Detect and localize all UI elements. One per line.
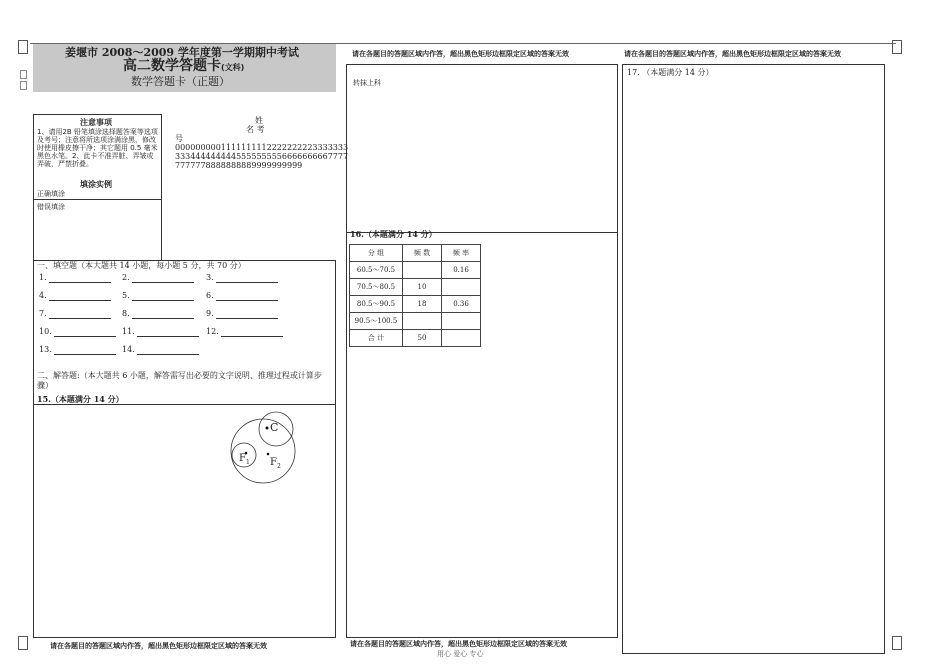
corner-mark-bottom-right (892, 636, 902, 650)
side-mark-2 (20, 81, 27, 90)
id-digits-1: 0000000001111111112222222223333333 (175, 143, 349, 152)
notice-bottom-col1: 请在各题目的答题区域内作答，超出黑色矩形边框限定区域的答案无效 (50, 642, 267, 650)
frequency-table (349, 244, 481, 347)
label-f2: $F_2$ (270, 457, 281, 470)
table-cell[interactable] (403, 313, 442, 330)
table-cell: 0.36 (442, 296, 481, 313)
fill-wrong-label: 错误填涂 (37, 203, 65, 211)
answer-box-col1[interactable] (33, 260, 336, 404)
table-header-cell: 频 数 (403, 245, 442, 262)
instructions-text: 1、请用2B 铅笔填涂选择题答案等选项及考号；注意将所选项涂满涂黑，修改时使用橡皮擦干净；其它题用 0.5 毫米黑色水笔。2、此卡不准弄脏、弄皱或弄破，严禁折叠。 (37, 128, 158, 168)
question-17-label: 17. （本题满分 14 分） (627, 68, 714, 77)
card-title-text: 高二数学答题卡 (123, 58, 221, 74)
outer-circle (231, 419, 295, 483)
corner-mark-top-right (892, 40, 902, 54)
id-digits-2: 3334444444445555555556666666667777 (175, 152, 349, 161)
instructions-box (33, 114, 162, 200)
table-cell: 50 (403, 330, 442, 347)
continued-label: 转抹上科 (353, 79, 381, 87)
card-subtitle: 数学答题卡（正题） (131, 75, 230, 88)
table-cell[interactable] (442, 330, 481, 347)
table-cell: 90.5～100.5 (350, 313, 403, 330)
table-cell: 80.5～90.5 (350, 296, 403, 313)
notice-bottom-col2: 请在各题目的答题区域内作答，超出黑色矩形边框限定区域的答案无效 (350, 640, 567, 648)
blank-7[interactable]: 7. (39, 309, 111, 319)
notice-top-col3: 请在各题目的答题区域内作答，超出黑色矩形边框限定区域的答案无效 (624, 50, 841, 58)
corner-mark-bottom-left (18, 636, 28, 650)
blank-6[interactable]: 6. (206, 291, 278, 301)
blank-13[interactable]: 13. (39, 345, 116, 355)
blank-8[interactable]: 8. (122, 309, 194, 319)
table-header-row (350, 245, 481, 262)
blank-5[interactable]: 5. (122, 291, 194, 301)
exam-title: 姜堰市 2008～2009 学年度第一学期期中考试 (65, 46, 299, 59)
point-f2 (267, 453, 270, 456)
table-row (350, 313, 481, 330)
fill-example-heading: 填涂实例 (80, 180, 112, 189)
table-row (350, 262, 481, 279)
blank-2[interactable]: 2. (122, 273, 194, 283)
label-f1: $F_1$ (239, 453, 250, 466)
footer-text: 用心 爱心 专心 (437, 650, 484, 658)
corner-mark-top-left (18, 40, 28, 54)
table-row (350, 279, 481, 296)
name-label: 姓 (255, 116, 263, 125)
table-cell: 10 (403, 279, 442, 296)
answer-box-col3[interactable] (622, 64, 885, 654)
point-c (266, 427, 269, 430)
card-title-suffix: (文科) (221, 63, 245, 72)
table-cell[interactable] (403, 262, 442, 279)
blank-11[interactable]: 11. (122, 327, 199, 337)
notice-top-col2: 请在各题目的答题区域内作答，超出黑色矩形边框限定区域的答案无效 (352, 50, 569, 58)
table-cell: 70.5～80.5 (350, 279, 403, 296)
id-label: 号 (175, 134, 183, 143)
header-block (33, 44, 336, 92)
blank-1[interactable]: 1. (39, 273, 111, 283)
blank-10[interactable]: 10. (39, 327, 116, 337)
label-c: C (270, 421, 279, 434)
table-header-cell: 频 率 (442, 245, 481, 262)
table-row (350, 330, 481, 347)
blank-4[interactable]: 4. (39, 291, 111, 301)
table-cell[interactable] (442, 279, 481, 296)
fill-in-section-header: 一、填空题（本大题共 14 小题，每小题 5 分，共 70 分） (37, 261, 246, 270)
table-header-cell: 分 组 (350, 245, 403, 262)
answer-box-col2-upper[interactable] (346, 64, 618, 233)
table-cell: 0.16 (442, 262, 481, 279)
geometry-figure (224, 407, 304, 487)
answer-box-col2-lower[interactable] (346, 229, 618, 638)
card-title (123, 58, 244, 76)
table-cell: 合 计 (350, 330, 403, 347)
blank-9[interactable]: 9. (206, 309, 278, 319)
blank-12[interactable]: 12. (206, 327, 283, 337)
instructions-heading: 注意事项 (80, 118, 112, 127)
fill-correct-label: 正确填涂 (37, 190, 65, 198)
table-row (350, 296, 481, 313)
blank-3[interactable]: 3. (206, 273, 278, 283)
question-15-area[interactable] (33, 404, 336, 638)
solution-section-header: 二、解答题:（本大题共 6 小题，解答需写出必要的文字说明、推理过程或计算步骤） (37, 371, 322, 390)
side-mark-1 (20, 70, 27, 79)
wrong-fill-box (33, 199, 162, 261)
table-cell[interactable] (442, 313, 481, 330)
exam-number-label: 名 考 (246, 125, 265, 134)
question-15-label: 15.（本题满分 14 分） (37, 394, 124, 404)
question-16-label: 16.（本题满分 14 分） (350, 229, 437, 239)
blank-14[interactable]: 14. (122, 345, 199, 355)
table-cell: 18 (403, 296, 442, 313)
table-cell: 60.5～70.5 (350, 262, 403, 279)
id-digits-3: 7777778888888889999999999 (175, 161, 303, 170)
